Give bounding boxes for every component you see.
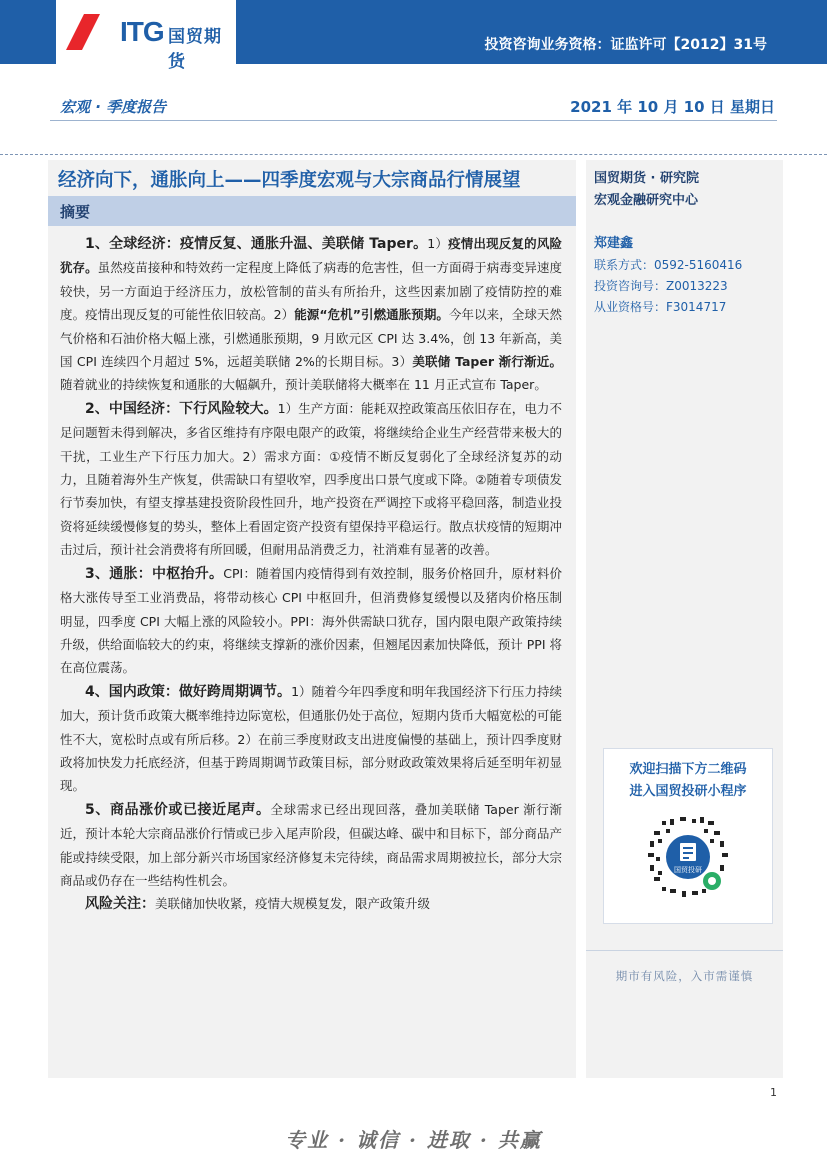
qr-title — [604, 759, 772, 803]
abstract-label: 摘要 — [60, 203, 91, 221]
section-3: 3、通胀：中枢抬升。CPI：随着国内疫情得到有效控制，服务价格回升，原材料价格大涨传导至工业消费品，将带动核心 CPI 中枢回升，但消费修复缓慢以及猪肉价格压制明显，四季度 CPI 大幅上涨的风险较小。PPI：海外供需缺口犹存，国内限电限产政策持续升级，供给面临较大的约束，将继续支撑新的涨价因素，但翘尾因素加快降低，预计 PPI 将在高位震荡。 — [60, 565, 562, 676]
mini-program-qr-icon[interactable] — [642, 811, 734, 903]
logo-text-en: ITG — [120, 16, 164, 47]
risk-warning: 期市有风险，入市需谨慎 — [615, 969, 754, 983]
company-logo — [56, 0, 236, 72]
contact-phone: 联系方式：0592-5160416 — [594, 258, 743, 272]
section-heading: 5、商品涨价或已接近尾声。 — [85, 801, 271, 818]
consult-number: 投资咨询号：Z0013223 — [594, 279, 728, 293]
report-date: 2021 年 10 月 10 日 星期日 — [570, 98, 775, 116]
institute-info — [594, 168, 699, 212]
risk-divider — [586, 950, 783, 951]
report-title: 经济向下，通胀向上——四季度宏观与大宗商品行情展望 — [58, 170, 521, 191]
risk-text: 美联储加快收紧，疫情大规模复发，限产政策升级 — [155, 896, 431, 912]
section-2: 2、中国经济：下行风险较大。1）生产方面：能耗双控政策高压依旧存在，电力不足问题暂未得到解决，多省区维持有序限电限产的政策，将继续给企业生产经营带来极大的干扰，工业生产下行压力加大。2）需求方面：①疫情不断反复弱化了全球经济复苏的动力，且随着海外生产恢复，供需缺口有望收窄，四季度出口景气度或下降。②随着专项债发行节奏加快，有望支撑基建投资阶段性回升，地产投资在严调控下或将平稳回落，制造业投资将延续缓慢修复的势头，整体上看固定资产投资有望保持平稳运行。散点状疫情的短期冲击过后，预计社会消费将有所回暖，但耐用品消费乏力，社消难有显著的改善。 — [60, 400, 562, 558]
qr-panel — [603, 748, 773, 924]
dashed-divider — [0, 154, 827, 155]
main-content — [48, 160, 576, 1078]
risk-focus — [60, 892, 562, 916]
subheader — [0, 96, 827, 122]
sidebar — [586, 160, 783, 1078]
company-motto: 专业 · 诚信 · 进取 · 共赢 — [285, 1128, 542, 1152]
qr-line-1: 欢迎扫描下方二维码 — [629, 762, 747, 777]
header-bar — [0, 0, 827, 72]
subheader-divider — [50, 120, 777, 121]
section-1: 1、全球经济：疫情反复、通胀升温、美联储 Taper。1）疫情出现反复的风险犹存。虽然疫苗接种和特效药一定程度上降低了病毒的危害性，但一方面碍于病毒变异速度较快，另一方面迫于经济压力，放松管制的苗头有所抬升，这些因素加剧了疫情防控的难度。疫情出现反复的可能性依旧较高。2）能源“危机”引燃通胀预期。今年以来，全球天然气价格和石油价格大幅上涨，引燃通胀预期，9 月欧元区 CPI 达 3.4%，创 13 年新高，美国 CPI 连续四个月超过 5%，远超美联储 2%的长期目标。3）美联储 Taper 渐行渐近。随着就业的持续恢复和通胀的大幅飙升，预计美联储将大概率在 11 月正式宣布 Taper。 — [60, 236, 562, 393]
section-4: 4、国内政策：做好跨周期调节。1）随着今年四季度和明年我国经济下行压力持续加大，预计货币政策大概率维持边际宽松，但通胀仍处于高位，短期内货币大幅宽松的可能性不大，宽松时点或有所后移。2）在前三季度财政支出进度偏慢的基础上，预计四季度财政将加快发力托底经济，但基于跨周期调节政策目标，部分财政政策效果将后延至明年初显现。 — [60, 683, 562, 794]
page-number: 1 — [770, 1086, 777, 1099]
license-text: 投资咨询业务资格：证监许可【2012】31号 — [484, 37, 767, 53]
section-heading: 1、全球经济：疫情反复、通胀升温、美联储 Taper。 — [85, 236, 428, 252]
section-5: 5、商品涨价或已接近尾声。全球需求已经出现回落，叠加美联储 Taper 渐行渐近，预计本轮大宗商品涨价行情或已步入尾声阶段，但碳达峰、碳中和目标下，部分商品产能或持续受限，加上部分新兴市场国家经济修复未完待续，商品需求周期被拉长，部分大宗商品或仍存在一些结构性机会。 — [60, 801, 562, 888]
analyst-info — [594, 255, 742, 318]
section-heading: 2、中国经济：下行风险较大。 — [85, 400, 278, 417]
logo-slash-icon — [66, 14, 116, 50]
section-heading: 3、通胀：中枢抬升。 — [85, 565, 224, 582]
qualification-number: 从业资格号：F3014717 — [594, 300, 727, 314]
risk-label: 风险关注： — [85, 896, 155, 913]
report-category: 宏观 · 季度报告 — [60, 98, 167, 116]
report-body — [60, 232, 562, 917]
center-name: 宏观金融研究中心 — [594, 193, 699, 208]
section-heading: 4、国内政策：做好跨周期调节。 — [85, 683, 292, 700]
abstract-header — [48, 196, 576, 226]
institute-name: 国贸期货 · 研究院 — [594, 171, 699, 186]
qr-line-2: 进入国贸投研小程序 — [629, 784, 747, 799]
qr-center-label: 国贸投研 — [674, 866, 702, 874]
logo-text-cn: 国贸期货 — [168, 27, 222, 72]
analyst-name: 郑建鑫 — [594, 236, 634, 251]
